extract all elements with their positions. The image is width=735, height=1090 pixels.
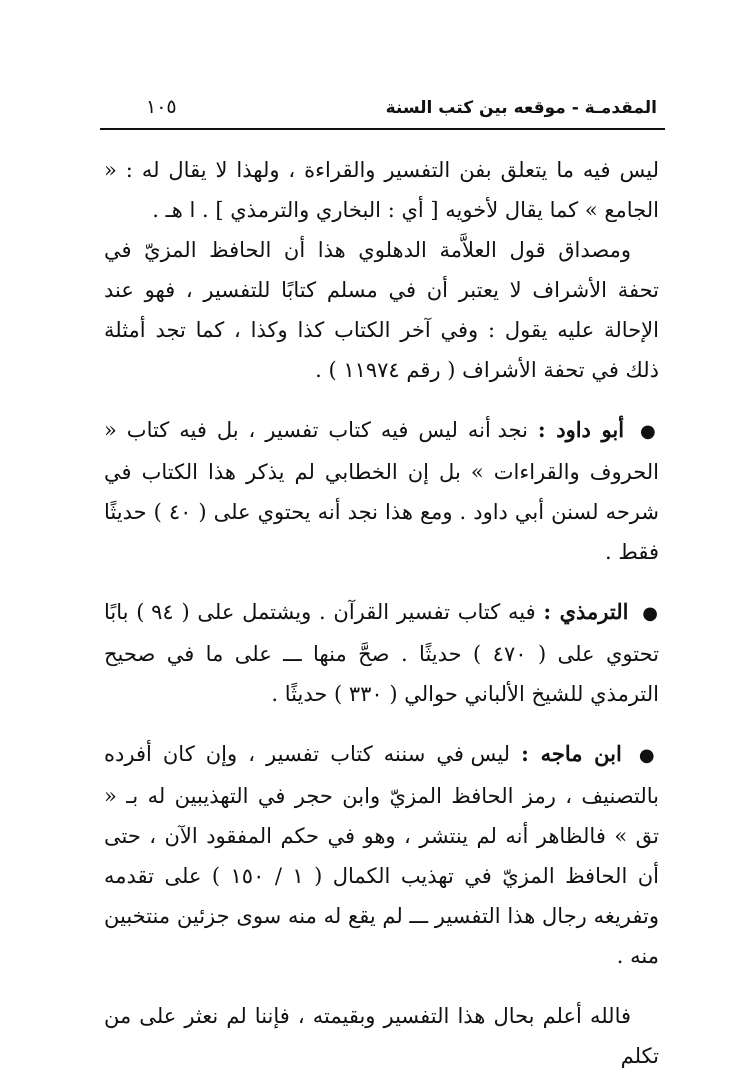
paragraph-text: نجد أنه ليس فيه كتاب تفسير ، بل فيه كتاب « الحروف والقراءات » بل إن الخطابي لم يذكر هذا الكتاب في شرحه لسنن أبي داود . ومع هذا نجد أنه يحتوي على ( ٤٠ ) حديثًا فقط . <box>104 418 659 564</box>
bullet-icon: ● <box>640 421 659 442</box>
paragraph-lead: أبو داود : <box>537 417 625 442</box>
paragraph-dahlawi <box>104 230 659 390</box>
bullet-icon: ● <box>642 603 659 624</box>
paragraph-tirmidhi <box>104 592 659 714</box>
paragraph-text: ليس في سننه كتاب تفسير ، وإن كان أفرده بالتصنيف ، رمز الحافظ المزيّ وابن حجر في التهذيبين له بـ « تق » فالظاهر أنه لم ينتشر ، وهو في حكم المفقود الآن ، حتى أن الحافظ المزيّ في تهذيب الكمال ( ١ / ١٥٠ ) على تقدمه وتفريغه رجال هذا التفسير ـــ لم يقع له منه سوى جزئين منتخبين منه . <box>104 742 659 968</box>
paragraph-abu-dawud <box>104 410 659 572</box>
paragraph-lead: الترمذي : <box>543 599 629 624</box>
paragraph-continuation <box>104 150 659 230</box>
body-text <box>104 150 659 1076</box>
paragraph-text: ليس فيه ما يتعلق بفن التفسير والقراءة ، ولهذا لا يقال له : « الجامع » كما يقال لأخويه [ أي : البخاري والترمذي ] . ا هـ . <box>104 158 659 222</box>
header-rule <box>100 128 665 130</box>
bullet-icon: ● <box>638 745 659 766</box>
paragraph-ibn-majah <box>104 734 659 976</box>
paragraph-text: ومصداق قول العلاَّمة الدهلوي هذا أن الحافظ المزيّ في تحفة الأشراف لا يعتبر أن في مسلم كتابًا للتفسير ، فهو عند الإحالة عليه يقول : وفي آخر الكتاب كذا وكذا ، كما تجد أمثلة ذلك في تحفة الأشراف ( رقم ١١٩٧٤ ) . <box>104 238 659 382</box>
paragraph-lead: ابن ماجه : <box>521 741 622 766</box>
running-header <box>100 96 665 124</box>
paragraph-closing <box>104 996 659 1076</box>
header-title: المقدمـة - موقعه بين كتب السنة <box>385 98 657 118</box>
paragraph-text: فيه كتاب تفسير القرآن . ويشتمل على ( ٩٤ ) بابًا تحتوي على ( ٤٧٠ ) حديثًا . صحَّ منها ـــ على ما في صحيح الترمذي للشيخ الألباني حوالي ( ٣٣٠ ) حديثًا . <box>104 600 659 706</box>
page-number: ١٠٥ <box>146 96 177 118</box>
paragraph-text: فالله أعلم بحال هذا التفسير وبقيمته ، فإننا لم نعثر على من تكلم <box>104 1004 659 1068</box>
